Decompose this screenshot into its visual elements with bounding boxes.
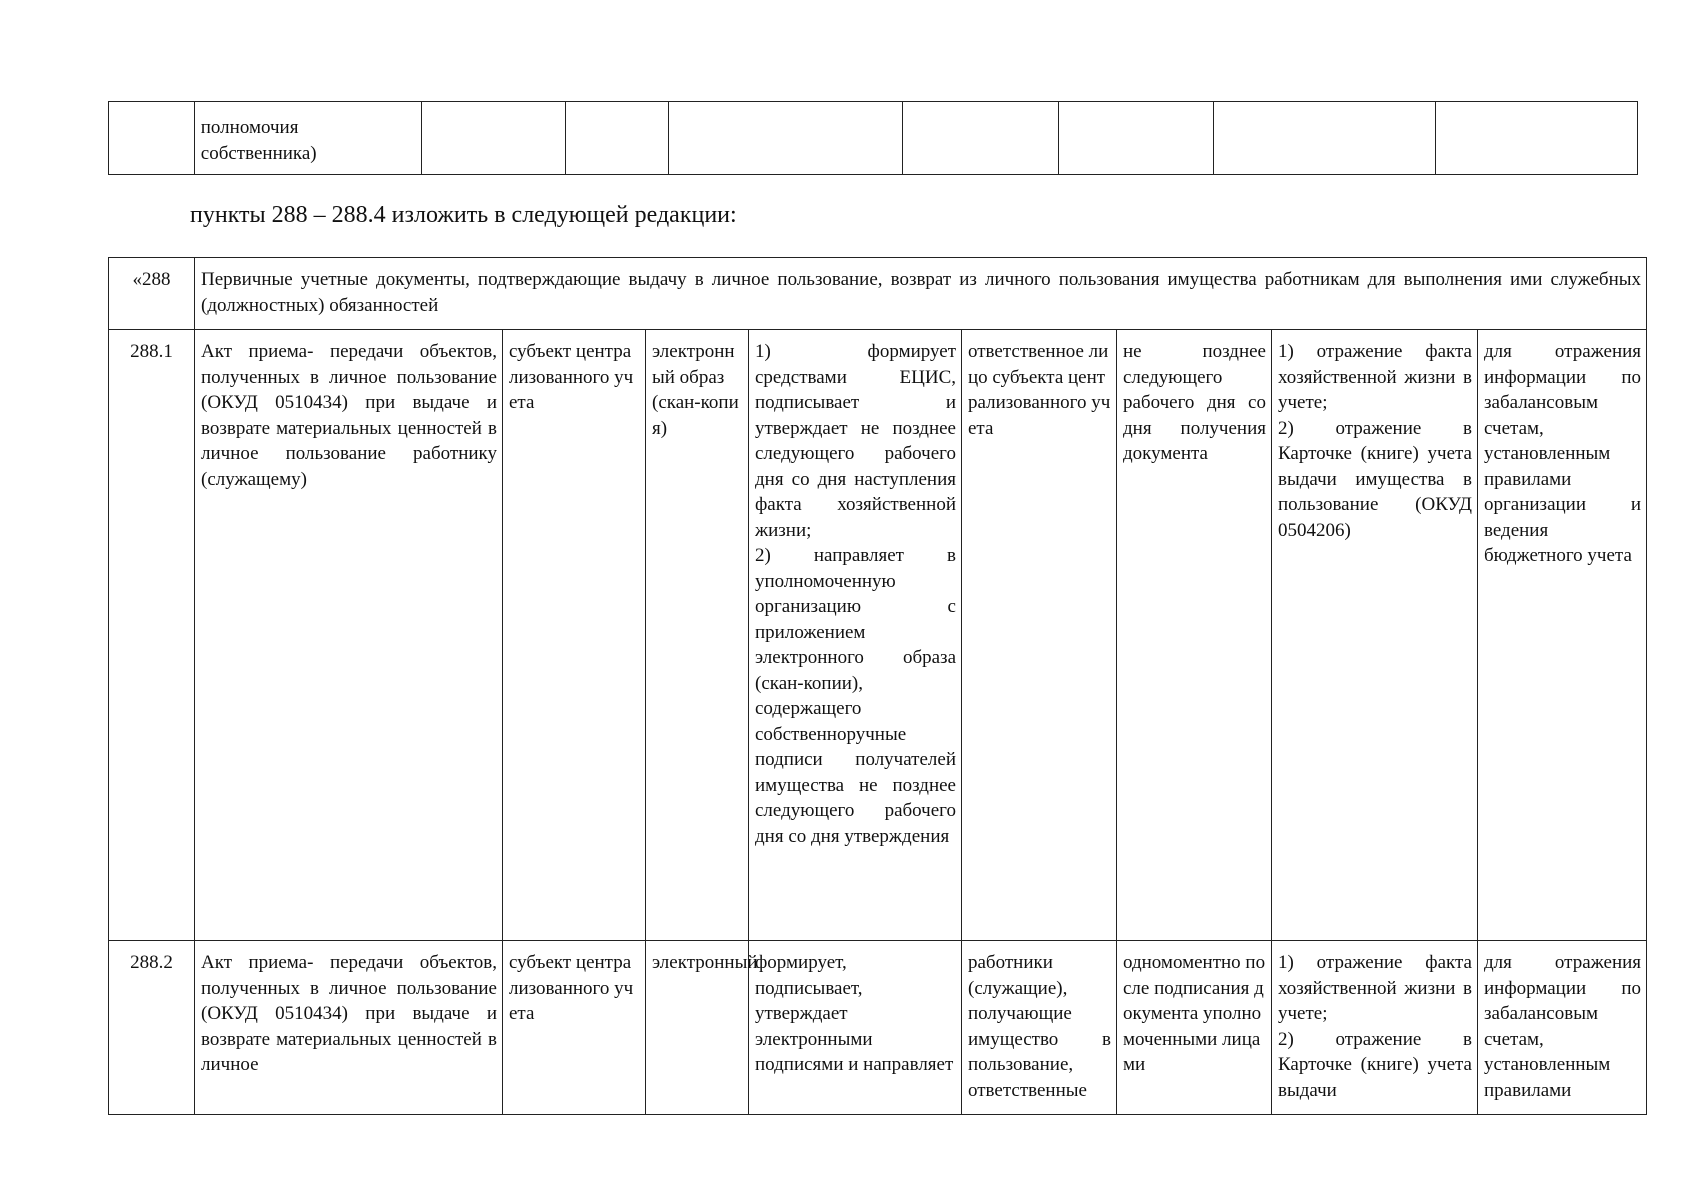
cell-section-title: Первичные учетные документы, подтверждающие выдачу в личное пользование, возврат из личного пользования имущества работникам для выполнения ими служебных (должностных) обязанностей (195, 258, 1647, 330)
cell-empty (1214, 102, 1436, 175)
cell-actions: формирует, подписывает, утверждает электронными подписями и направляет (749, 941, 962, 1115)
cell-who-creates: субъект централизованного учета (503, 941, 646, 1115)
cell-empty (565, 102, 668, 175)
cell-owner-powers: полномочия собственника) (194, 102, 421, 175)
cell-who-creates: субъект централизованного учета (503, 330, 646, 941)
cell-number: 288.1 (109, 330, 195, 941)
cell-format: электронный образ (скан-копия) (646, 330, 749, 941)
cell-purpose: для отражения информации по забалансовым счетам, установленным правилами организации и ведения бюджетного учета (1478, 330, 1647, 941)
table-row (109, 330, 1647, 941)
cell-empty (1436, 102, 1638, 175)
cell-responsible: работники (служащие), получающие имущество в пользование, ответственные (962, 941, 1117, 1115)
cell-deadline: одномоментно после подписания документа уполномоченными лицами (1117, 941, 1272, 1115)
cell-responsible: ответственное лицо субъекта централизованного учета (962, 330, 1117, 941)
intro-paragraph: пункты 288 – 288.4 изложить в следующей редакции: (190, 202, 737, 228)
cell-empty (903, 102, 1058, 175)
cell-number: «288 (109, 258, 195, 330)
table-row (109, 941, 1647, 1115)
documents-table (108, 257, 1647, 1115)
cell-format: электронный (646, 941, 749, 1115)
cell-empty (1058, 102, 1213, 175)
cell-reflection: 1) отражение факта хозяйственной жизни в учете; 2) отражение в Карточке (книге) учета выдачи (1272, 941, 1478, 1115)
table-row (109, 258, 1647, 330)
cell-empty (422, 102, 566, 175)
cell-document: Акт приема- передачи объектов, полученных в личное пользование (ОКУД 0510434) при выдаче и возврате материальных ценностей в личное (195, 941, 503, 1115)
cell-deadline: не позднее следующего рабочего дня со дня получения документа (1117, 330, 1272, 941)
cell-actions: 1) формирует средствами ЕЦИС, подписывает и утверждает не позднее следующего рабочего дня со дня наступления факта хозяйственной жизни; 2) направляет в уполномоченную организацию с приложением электронного образа (скан-копии), содержащего собственноручные подписи получателей имущества не позднее следующего рабочего дня со дня утверждения (749, 330, 962, 941)
cell-empty (109, 102, 195, 175)
table-row (109, 102, 1638, 175)
cell-empty (668, 102, 903, 175)
cell-number: 288.2 (109, 941, 195, 1115)
previous-table-fragment (108, 101, 1638, 175)
cell-purpose: для отражения информации по забалансовым счетам, установленным правилами (1478, 941, 1647, 1115)
cell-document: Акт приема- передачи объектов, полученных в личное пользование (ОКУД 0510434) при выдаче и возврате материальных ценностей в личное пользование работнику (служащему) (195, 330, 503, 941)
cell-reflection: 1) отражение факта хозяйственной жизни в учете; 2) отражение в Карточке (книге) учета выдачи имущества в пользование (ОКУД 0504206) (1272, 330, 1478, 941)
